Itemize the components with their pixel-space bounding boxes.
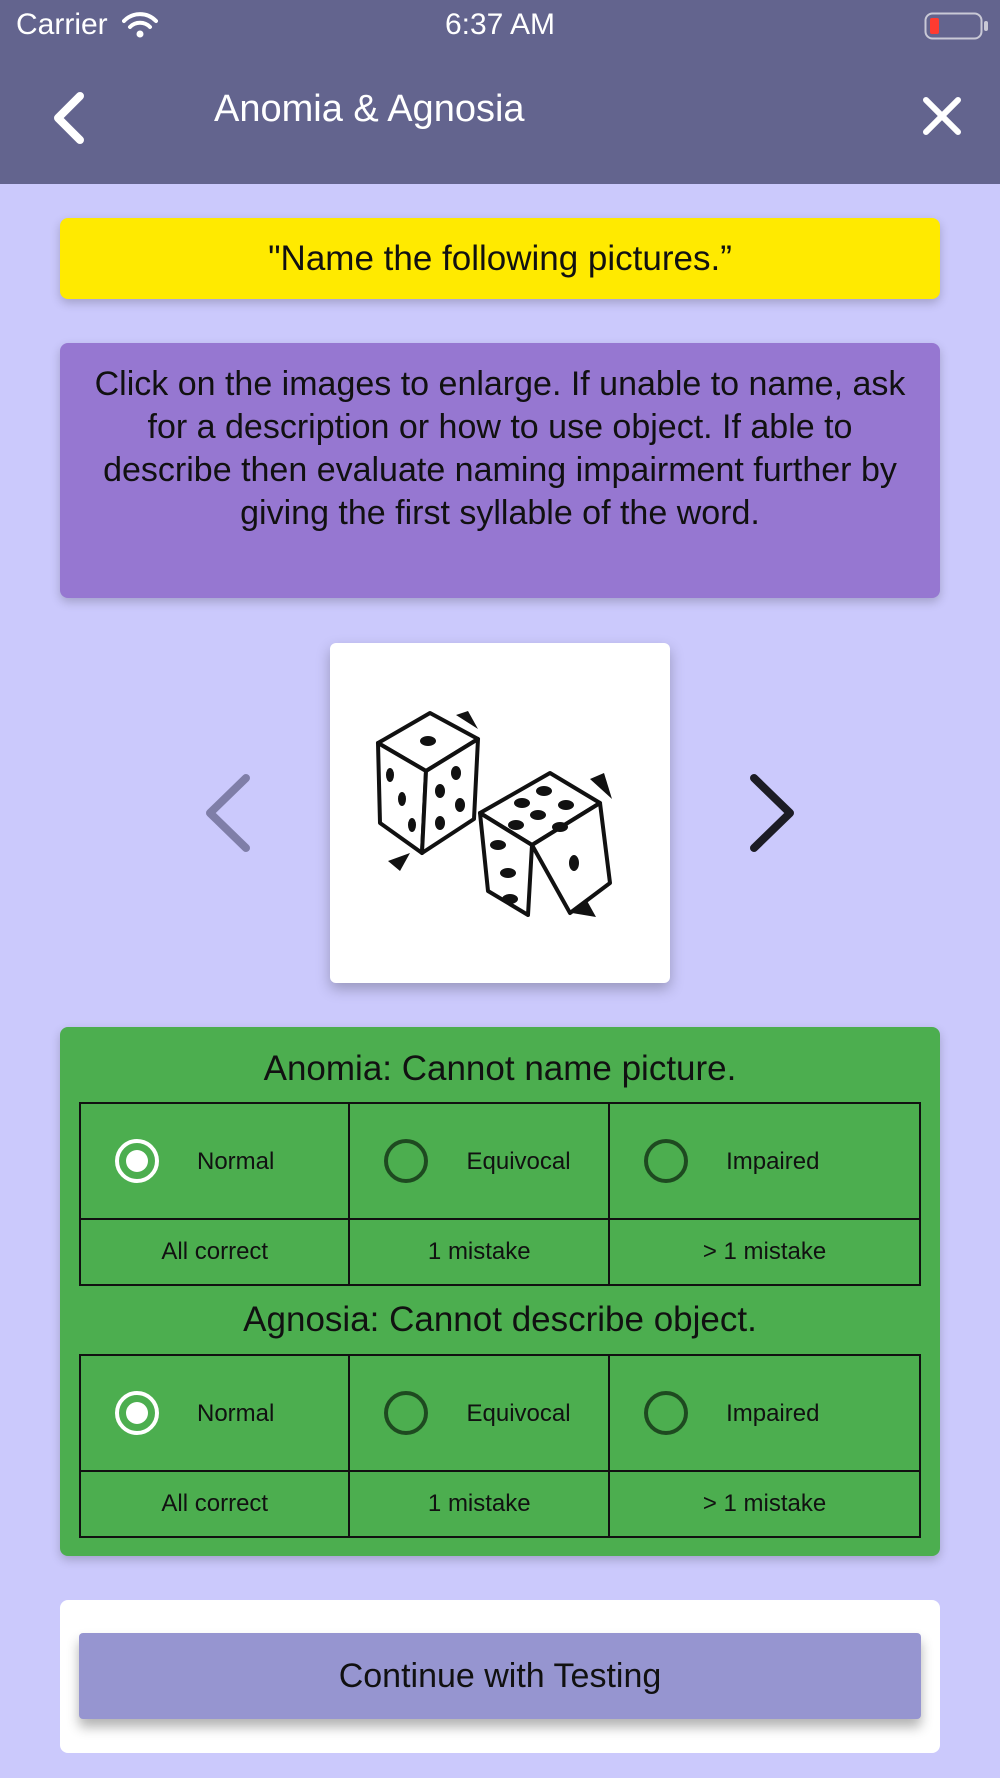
- back-chevron-icon[interactable]: [46, 88, 92, 148]
- next-image-chevron-icon[interactable]: [744, 772, 800, 854]
- battery-icon: [924, 12, 990, 40]
- option-description: 1 mistake: [349, 1219, 609, 1285]
- info-box: Click on the images to enlarge. If unable to name, ask for a description or how to use object. If able to describe then evaluate naming impairment further by giving the first syllable of the word.: [60, 343, 940, 598]
- agnosia-title: Agnosia: Cannot describe object.: [243, 1300, 757, 1339]
- continue-button[interactable]: Continue with Testing: [79, 1633, 921, 1719]
- option-label: Impaired: [726, 1400, 820, 1427]
- anomia-option-equivocal[interactable]: [349, 1103, 609, 1219]
- option-label: Equivocal: [466, 1148, 571, 1175]
- option-description: All correct: [80, 1219, 349, 1285]
- previous-image-chevron-icon[interactable]: [200, 772, 256, 854]
- nav-bar: [0, 52, 1000, 184]
- option-label: Impaired: [726, 1148, 820, 1175]
- option-description: > 1 mistake: [609, 1471, 920, 1537]
- option-description: All correct: [80, 1471, 349, 1537]
- agnosia-option-normal[interactable]: [80, 1355, 349, 1471]
- anomia-title: Anomia: Cannot name picture.: [263, 1049, 737, 1088]
- option-description: 1 mistake: [349, 1471, 609, 1537]
- rating-panel: [60, 1027, 940, 1556]
- page-title: Anomia & Agnosia: [214, 88, 525, 130]
- option-description: > 1 mistake: [609, 1219, 920, 1285]
- option-label: Normal: [197, 1400, 275, 1427]
- agnosia-option-impaired[interactable]: [609, 1355, 920, 1471]
- option-label: Equivocal: [466, 1400, 571, 1427]
- agnosia-option-equivocal[interactable]: [349, 1355, 609, 1471]
- carrier-label: Carrier: [16, 8, 108, 41]
- bottom-card: [60, 1600, 940, 1753]
- instruction-banner: "Name the following pictures.”: [60, 218, 940, 299]
- anomia-grid: [79, 1102, 921, 1286]
- close-icon[interactable]: [920, 94, 964, 138]
- status-bar: [0, 0, 1000, 52]
- anomia-option-normal[interactable]: [80, 1103, 349, 1219]
- clock: 6:37 AM: [444, 8, 556, 41]
- picture-card[interactable]: [330, 643, 670, 983]
- dice-icon: [360, 703, 640, 923]
- option-label: Normal: [197, 1148, 275, 1175]
- agnosia-grid: [79, 1354, 921, 1538]
- anomia-option-impaired[interactable]: [609, 1103, 920, 1219]
